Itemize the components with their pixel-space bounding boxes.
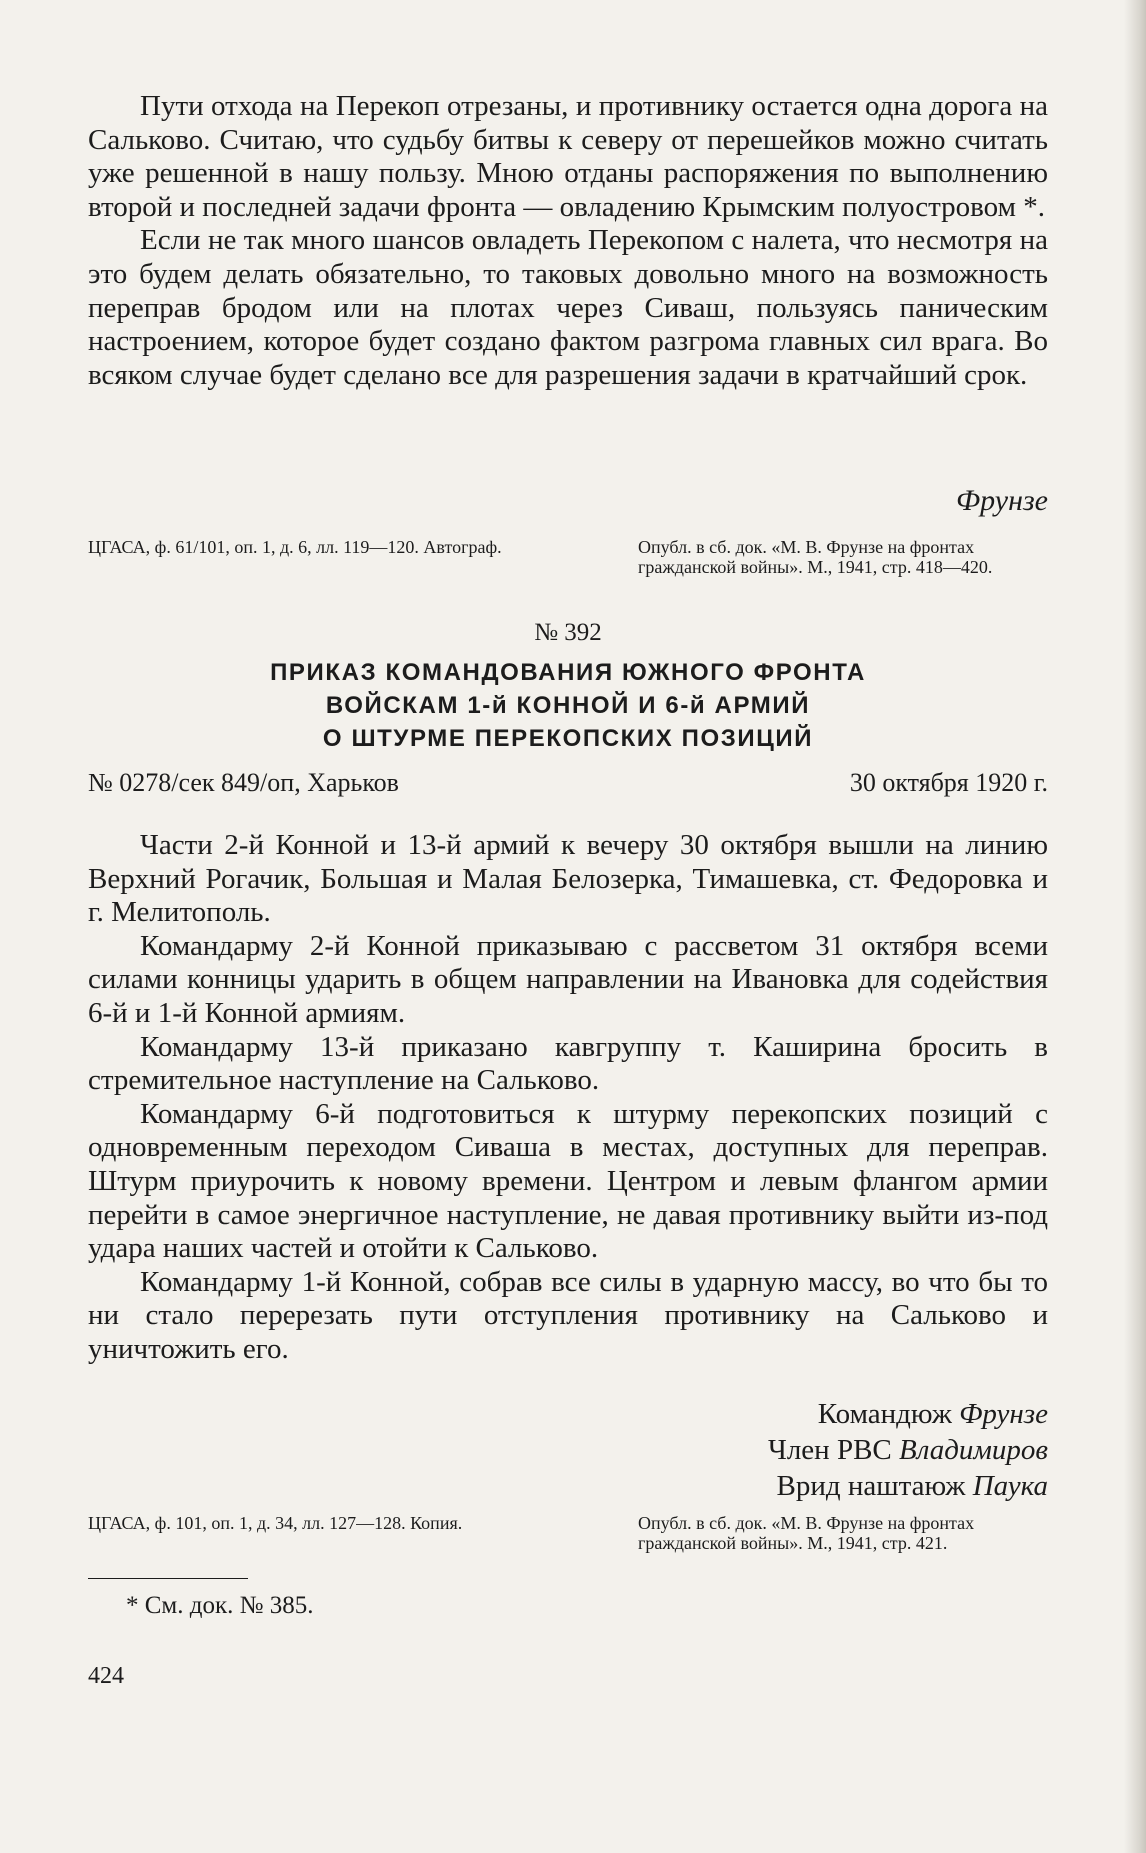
archive-reference: ЦГАСА, ф. 61/101, оп. 1, д. 6, лл. 119—120. Автограф. (88, 537, 502, 557)
document-title-line: ПРИКАЗ КОМАНДОВАНИЯ ЮЖНОГО ФРОНТА (270, 659, 866, 686)
signatory-title: Врид наштаюж (776, 1470, 966, 1502)
source-references (88, 537, 1048, 577)
body-paragraph: Пути отхода на Перекоп отрезаны, и противнику остается одна дорога на Сальково. Считаю, что судьбу битвы к северу от перешейков можно считать уже решенной в нашу пользу. Мною отданы распоряжения по выполнению второй и последней задачи фронта — овладению Крымским полуостровом *. (88, 90, 1048, 223)
body-paragraph: Если не так много шансов овладеть Перекопом с налета, что несмотря на это будем делать обязательно, то таковых довольно много на возможность переправ бродом или на плотах через Сиваш, пользуясь паническим настроением, которое будет создано фактом разгрома главных сил врага. Во всяком случае будет сделано все для разрешения задачи в кратчайший срок. (88, 224, 1048, 391)
order-reference: № 0278/сек 849/оп, Харьков (88, 768, 399, 797)
source-references (88, 1513, 1048, 1553)
signatory-title: Член РВС (767, 1434, 892, 1466)
footnote: * См. док. № 385. (126, 1592, 314, 1619)
signatory-name: Владимиров (899, 1434, 1048, 1466)
body-paragraph: Командарму 2-й Конной приказываю с рассветом 31 октября всеми силами конницы ударить в общем направлении на Ивановка для содействия 6-й и 1-й Конной армиям. (88, 929, 1048, 1029)
footnote-rule (88, 1578, 248, 1579)
body-paragraph: Командарму 13-й приказано кавгруппу т. Каширина бросить в стремительное наступление на Сальково. (88, 1030, 1048, 1097)
body-paragraph: Командарму 6-й подготовиться к штурму перекопских позиций с одновременным переходом Сиваша в местах, доступных для переправ. Штурм приурочить к новому времени. Центром и левым флангом армии перейти в самое энергичное наступление, не давая противнику выйти из-под удара наших частей и отойти к Сальково. (88, 1097, 1048, 1265)
signatory-title: Командюж (817, 1398, 952, 1430)
body-paragraph: Части 2-й Конной и 13-й армий к вечеру 30 октября вышли на линию Верхний Рогачик, Большая и Малая Белозерка, Тимашевка, ст. Федоровка и г. Мелитополь. (88, 829, 1048, 929)
document-title-line: ВОЙСКАМ 1-й КОННОЙ И 6-й АРМИЙ (325, 692, 811, 719)
footnote-separator (88, 1578, 1048, 1579)
publication-reference: Опубл. в сб. док. «М. В. Фрунзе на фронтах гражданской войны». М., 1941, стр. 418—420. (638, 537, 993, 577)
document-title-line: О ШТУРМЕ ПЕРЕКОПСКИХ ПОЗИЦИЙ (322, 725, 814, 752)
signatory-name: Паука (972, 1470, 1048, 1502)
order-dateline (88, 768, 1048, 798)
order-body (88, 829, 1048, 1367)
publication-reference: Опубл. в сб. док. «М. В. Фрунзе на фронтах гражданской войны». М., 1941, стр. 421. (638, 1513, 975, 1553)
prev-document-body (88, 90, 1048, 392)
signatory-line (88, 1432, 1048, 1468)
body-paragraph: Командарму 1-й Конной, собрав все силы в ударную массу, во что бы то ни стало перерезать пути отступления противнику на Сальково и уничтожить его. (88, 1265, 1048, 1365)
signatory-name: Фрунзе (959, 1398, 1048, 1430)
document-number: № 392 (534, 619, 602, 646)
document-title (88, 656, 1048, 755)
signatories (88, 1396, 1048, 1504)
archive-reference: ЦГАСА, ф. 101, оп. 1, д. 34, лл. 127—128. Копия. (88, 1513, 463, 1533)
order-date: 30 октября 1920 г. (849, 768, 1048, 797)
page-number: 424 (88, 1663, 124, 1689)
signature-frunze: Фрунзе (956, 484, 1048, 517)
signatory-line (88, 1468, 1048, 1504)
page-edge-shadow (1124, 0, 1146, 1853)
signatory-line (88, 1396, 1048, 1432)
